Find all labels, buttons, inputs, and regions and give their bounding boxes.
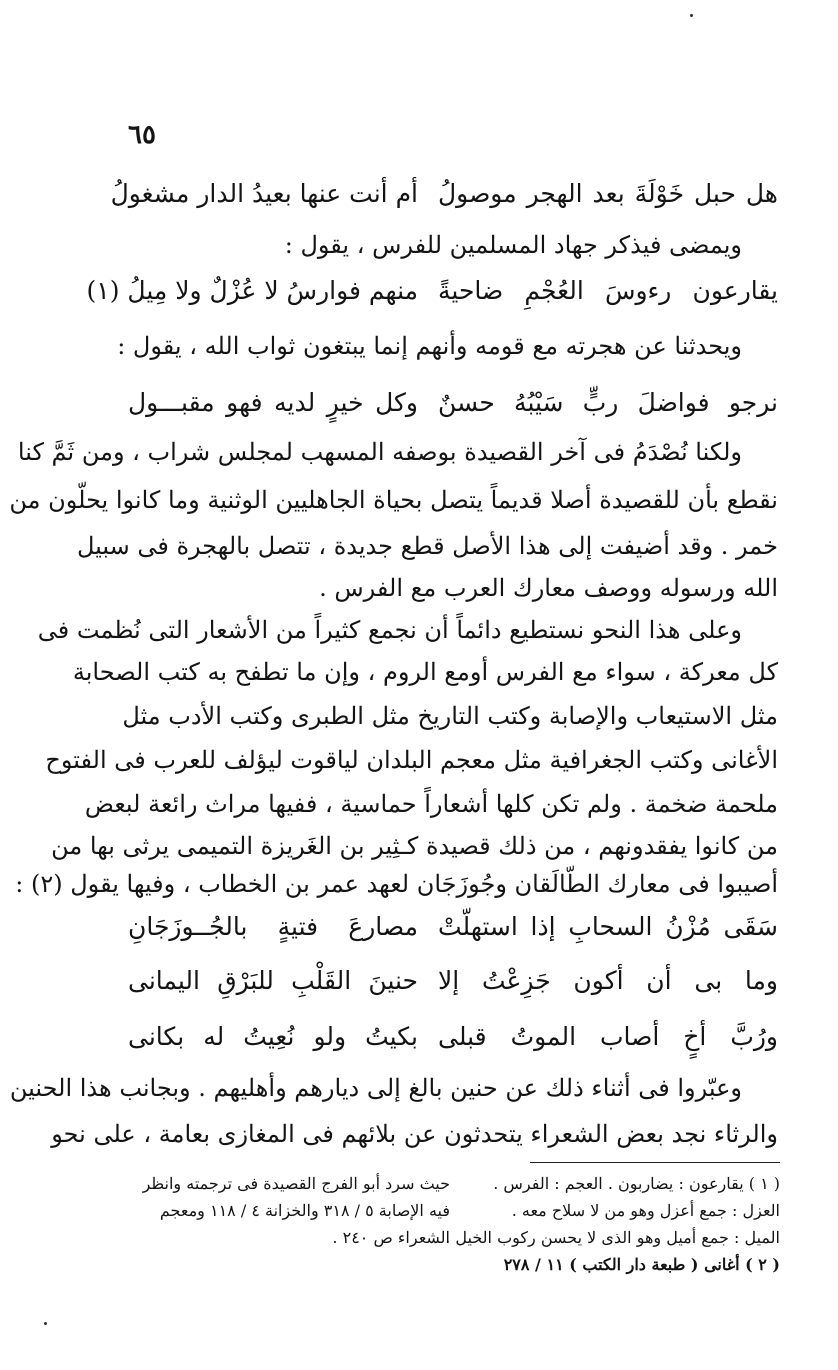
prose-line: كل معركة ، سواء مع الفرس أومع الروم ، وإن ما تطفح به كتب الصحابة bbox=[72, 658, 778, 686]
footnote-line: حيث سرد أبو الفرج القصيدة فى ترجمته وانظر bbox=[142, 1174, 450, 1193]
footnote-line: الشعراء ص ٢٤٠ . bbox=[332, 1228, 450, 1247]
verse-second-hemistich: وكل خيرٍ لديه فهو مقبـــول bbox=[128, 388, 418, 417]
verse-first-hemistich: ورُبَّ أخٍ أصاب الموتُ قبلى bbox=[438, 1022, 778, 1051]
verse-second-hemistich: بكيتُ ولو نُعِيتُ له بكانى bbox=[128, 1022, 418, 1051]
prose-line: وعبّروا فى أثناء ذلك عن حنين بالغ إلى ديارهم وأهليهم . وبجانب هذا الحنين bbox=[9, 1074, 742, 1102]
prose-line: من كانوا يفقدونهم ، من ذلك قصيدة كـثِير بن الغَريزة التميمى يرثى بها من bbox=[51, 832, 778, 860]
footnote-line: العزل : جمع أعزل وهو من لا سلاح معه . bbox=[511, 1201, 780, 1220]
footnote-line: ( ١ ) يقارعون : يضاربون . العجم : الفرس . bbox=[493, 1174, 780, 1193]
prose-line: والرثاء نجد بعض الشعراء يتحدثون عن بلائهم فى المغازى بعامة ، على نحو bbox=[51, 1120, 778, 1148]
verse-second-hemistich: مصارعَ فتيةٍ بالجُــوزَجَانِ bbox=[128, 912, 418, 941]
ink-speck bbox=[690, 14, 693, 17]
footnote-line: ( ٢ ) أغانى ( طبعة دار الكتب ) ١١ / ٢٧٨ bbox=[503, 1255, 780, 1274]
verse-second-hemistich: حنينَ القَلْبِ للبَرْقِ اليمانى bbox=[128, 966, 418, 995]
verse-first-hemistich: وما بى أن أكون جَزِعْتُ إلا bbox=[438, 966, 778, 995]
verse-second-hemistich: منهم فوارسُ لا عُزْلٌ ولا مِيلُ (١) bbox=[86, 276, 418, 305]
prose-line: ويمضى فيذكر جهاد المسلمين للفرس ، يقول : bbox=[284, 231, 742, 259]
verse-first-hemistich: نرجو فواضلَ ربٍّ سَيْبُهُ حسنٌ bbox=[438, 388, 778, 417]
footnote-separator bbox=[530, 1162, 780, 1163]
footnotes-right-column bbox=[445, 1170, 780, 1278]
prose-line: أصيبوا فى معارك الطّالَقان وجُوزَجَان لعهد عمر بن الخطاب ، وفيها يقول (٢) : bbox=[15, 870, 778, 898]
prose-line: خمر . وقد أضيفت إلى هذا الأصل قطع جديدة ، تتصل بالهجرة فى سبيل bbox=[76, 532, 778, 560]
prose-line: الله ورسوله ووصف معارك العرب مع الفرس . bbox=[319, 574, 778, 602]
prose-line: الأغانى وكتب الجغرافية مثل معجم البلدان لياقوت ليؤلف للعرب فى الفتوح bbox=[45, 746, 778, 774]
footnote-line: الميل : جمع أميل وهو الذى لا يحسن ركوب الخيل . bbox=[445, 1228, 780, 1247]
prose-line: نقطع بأن للقصيدة أصلا قديماً يتصل بحياة الجاهليين الوثنية وما كانوا يحلّون من bbox=[9, 486, 778, 514]
footnote-line: فيه الإصابة ٥ / ٣١٨ والخزانة ٤ / ١١٨ ومعجم bbox=[159, 1201, 450, 1220]
verse-second-hemistich: أم أنت عنها بعيدُ الدار مشغولُ bbox=[110, 179, 418, 208]
prose-line: وعلى هذا النحو نستطيع دائماً أن نجمع كثيراً من الأشعار التى نُظمت فى bbox=[37, 616, 742, 644]
page-number: ٦٥ bbox=[128, 120, 156, 150]
ink-speck bbox=[44, 1322, 47, 1325]
prose-line: ولكنا نُصْدَمُ فى آخر القصيدة بوصفه المسهب لمجلس شراب ، ومن ثَمَّ كنا bbox=[17, 438, 742, 466]
prose-line: ويحدثنا عن هجرته مع قومه وأنهم إنما يبتغون ثواب الله ، يقول : bbox=[117, 332, 742, 360]
verse-first-hemistich: يقارعون رءوسَ العُجْمِ ضاحيةً bbox=[438, 276, 778, 305]
prose-line: ملحمة ضخمة . ولم تكن كلها أشعاراً حماسية ، ففيها مراث رائعة لبعض bbox=[84, 790, 778, 818]
prose-line: مثل الاستيعاب والإصابة وكتب التاريخ مثل الطبرى وكتب الأدب مثل bbox=[122, 702, 778, 730]
verse-first-hemistich: سَقَى مُزْنُ السحابِ إذا استهلّتْ bbox=[438, 912, 778, 941]
footnotes-left-column bbox=[140, 1170, 450, 1251]
verse-first-hemistich: هل حبل خَوْلَةَ بعد الهجر موصولُ bbox=[438, 179, 778, 208]
